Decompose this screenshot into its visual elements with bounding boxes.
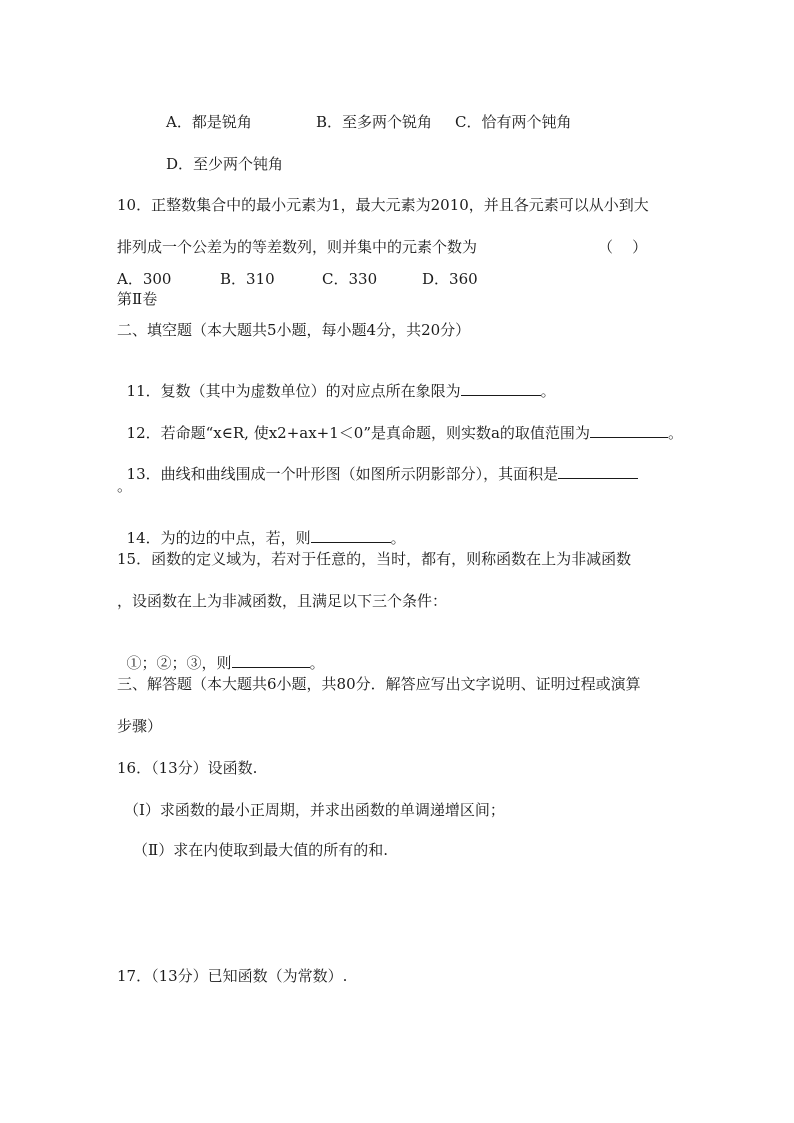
q16-title: 16．（13分）设函数.	[117, 759, 258, 777]
q10-text-line2: 排列成一个公差为的等差数列，则并集中的元素个数为	[117, 238, 478, 256]
q9-option-a: A．都是锐角	[166, 113, 252, 131]
q11-question: 11．复数（其中为虚数单位）的对应点所在象限为	[126, 382, 461, 400]
q14-period: 。	[390, 529, 406, 547]
q12-question: 12．若命题“x∈R, 使x2+ax+1＜0”是真命题，则实数a的取值范围为	[126, 424, 590, 442]
q16-part2: （Ⅱ）求在内使取到最大值的所有的和.	[133, 841, 388, 859]
q9-option-b: B．至多两个锐角	[316, 113, 433, 131]
q15-period: 。	[309, 654, 325, 672]
q13-text	[117, 444, 638, 484]
part2-title: 第Ⅱ卷	[117, 290, 158, 308]
q15-conditions: ①；②；③，则	[126, 654, 232, 672]
q10-option-d: D．360	[422, 270, 478, 288]
q10-option-a: A．300	[117, 270, 172, 288]
section2-heading: 二、填空题（本大题共5小题，每小题4分，共20分）	[117, 321, 471, 339]
q11-answer-blank	[461, 381, 541, 396]
q12-answer-blank	[590, 423, 668, 438]
q17-title: 17．（13分）已知函数（为常数）.	[117, 967, 348, 985]
q13-period: 。	[117, 477, 133, 495]
section3-heading-line1: 三、解答题（本大题共6小题，共80分．解答应写出文字说明、证明过程或演算	[117, 675, 641, 693]
q13-question: 13．曲线和曲线围成一个叶形图（如图所示阴影部分），其面积是	[126, 465, 559, 483]
q15-text-line3	[117, 633, 325, 673]
q14-question: 14．为的边的中点，若，则	[126, 529, 311, 547]
q16-part1: （Ⅰ）求函数的最小正周期，并求出函数的单调递增区间；	[124, 801, 505, 819]
q12-text	[117, 403, 683, 443]
section3-heading-line2: 步骤）	[117, 717, 163, 735]
q14-answer-blank	[311, 528, 391, 543]
q11-text	[117, 361, 556, 401]
q10-answer-paren: （ ）	[598, 238, 648, 256]
q15-text-line2: ，设函数在上为非减函数，且满足以下三个条件：	[117, 592, 448, 610]
q15-answer-blank	[232, 653, 310, 668]
q10-option-c: C．330	[322, 270, 378, 288]
q10-text-line1: 10．正整数集合中的最小元素为1，最大元素为2010，并且各元素可以从小到大	[117, 196, 649, 214]
q11-period: 。	[540, 382, 556, 400]
q14-text	[117, 508, 406, 548]
q12-period: 。	[667, 424, 683, 442]
q9-option-c: C．恰有两个钝角	[455, 113, 572, 131]
q15-text-line1: 15．函数的定义域为，若对于任意的，当时，都有，则称函数在上为非减函数	[117, 550, 632, 568]
q13-answer-blank	[558, 464, 638, 479]
q9-option-d: D．至少两个钝角	[166, 155, 284, 173]
q10-option-b: B．310	[220, 270, 275, 288]
